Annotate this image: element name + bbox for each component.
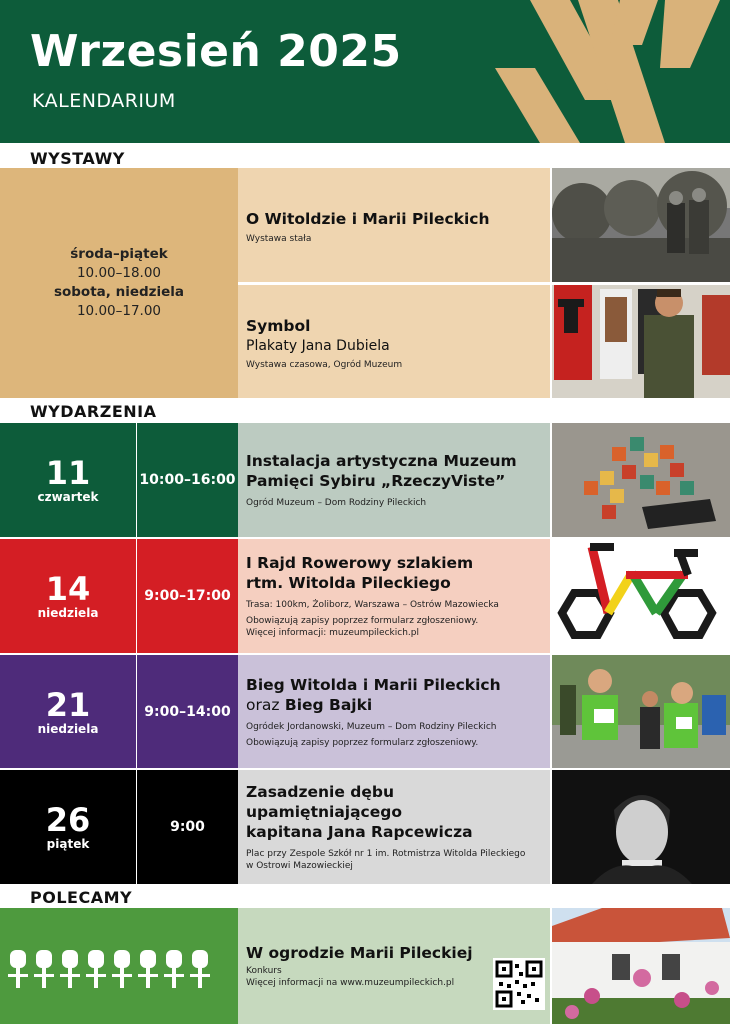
hours-weekend-time: 10.00–17.00	[76, 303, 162, 319]
exhibition-title: O Witoldzie i Marii Pileckich	[246, 210, 490, 228]
flower-pattern	[0, 908, 238, 1024]
event-details	[238, 423, 550, 537]
qr-code-icon[interactable]	[493, 958, 545, 1010]
exhibition-note: Wystawa czasowa, Ogród Muzeum	[246, 360, 403, 370]
posters-photo	[552, 285, 730, 398]
portrait-photo	[552, 770, 730, 884]
exhibition-subtitle: Plakaty Jana Dubiela	[246, 338, 390, 354]
event-title-line: Pamięci Sybiru „RzeczyViste”	[246, 472, 506, 490]
event-date	[0, 770, 136, 884]
exhibition-title: Symbol	[246, 317, 311, 335]
hours-weekend: sobota, niedziela	[53, 284, 185, 300]
event-info: Obowiązują zapisy poprzez formularz zgłoszeniowy.	[246, 616, 479, 626]
page-title: Wrzesień 2025	[30, 26, 402, 77]
event-place: Trasa: 100km, Żoliborz, Warszawa – Ostrów Mazowiecka	[246, 600, 499, 610]
event-details	[238, 655, 550, 768]
hours-weekdays: środa–piątek	[70, 246, 168, 262]
museum-logo-icon	[460, 0, 730, 143]
exhibition-note: Wystawa stała	[246, 234, 312, 244]
event-date	[0, 423, 136, 537]
page-subtitle: KALENDARIUM	[32, 90, 176, 112]
event-title-connector: oraz	[246, 695, 280, 714]
garden-photo	[552, 168, 730, 282]
event-weekday: niedziela	[37, 606, 99, 620]
recommended-info: Więcej informacji na www.muzeumpileckich.pl	[246, 978, 455, 988]
event-title-line: Instalacja artystyczna Muzeum	[246, 452, 517, 470]
event-details	[238, 770, 550, 884]
event-date	[0, 539, 136, 653]
header-banner	[0, 0, 730, 143]
event-info: Więcej informacji: muzeumpileckich.pl	[246, 628, 419, 638]
event-title-line: Zasadzenie dębu upamiętniającego	[246, 783, 402, 821]
event-info: Obowiązują zapisy poprzez formularz zgłoszeniowy.	[246, 737, 479, 748]
event-title-line: Bieg Witolda i Marii Pileckich	[246, 675, 501, 694]
event-place: Plac przy Zespole Szkół nr 1 im. Rotmistrza Witolda Pileckiego	[246, 849, 526, 859]
event-place: w Ostrowi Mazowieckiej	[246, 861, 353, 871]
event-day: 14	[45, 570, 91, 608]
recommended-title: W ogrodzie Marii Pileckiej	[246, 944, 473, 962]
event-weekday: piątek	[46, 837, 90, 851]
section-label-events: WYDARZENIA	[30, 402, 157, 421]
installation-photo	[552, 423, 730, 537]
house-garden-photo	[552, 908, 730, 1024]
bicycle-icon	[552, 539, 730, 653]
event-weekday: niedziela	[37, 721, 99, 736]
exhibition-item	[238, 168, 550, 282]
event-title-line: I Rajd Rowerowy szlakiem	[246, 554, 474, 572]
section-label-exhibitions: WYSTAWY	[30, 149, 125, 168]
section-label-recommended: POLECAMY	[30, 888, 133, 907]
event-day: 11	[45, 454, 91, 492]
event-place: Ogród Muzeum – Dom Rodziny Pileckich	[246, 498, 427, 508]
exhibition-item	[238, 285, 550, 398]
event-title-line: rtm. Witolda Pileckiego	[246, 574, 451, 592]
event-time: 9:00–17:00	[137, 539, 238, 653]
event-title-line: kapitana Jana Rapcewicza	[246, 823, 473, 841]
event-details	[238, 539, 550, 653]
opening-hours	[0, 168, 238, 398]
event-time: 9:00–14:00	[137, 655, 238, 768]
event-time: 9:00	[137, 770, 238, 884]
event-day: 21	[45, 685, 91, 724]
event-day: 26	[45, 801, 91, 839]
event-place: Ogródek Jordanowski, Muzeum – Dom Rodziny Pileckich	[246, 721, 497, 732]
hours-weekdays-time: 10.00–18.00	[76, 265, 162, 281]
event-date	[0, 655, 136, 768]
recommended-subtitle: Konkurs	[246, 966, 282, 976]
event-title-part: Bieg Bajki	[284, 695, 373, 714]
event-weekday: czwartek	[37, 490, 99, 504]
event-time: 10:00–16:00	[137, 423, 238, 537]
runners-photo	[552, 655, 730, 768]
